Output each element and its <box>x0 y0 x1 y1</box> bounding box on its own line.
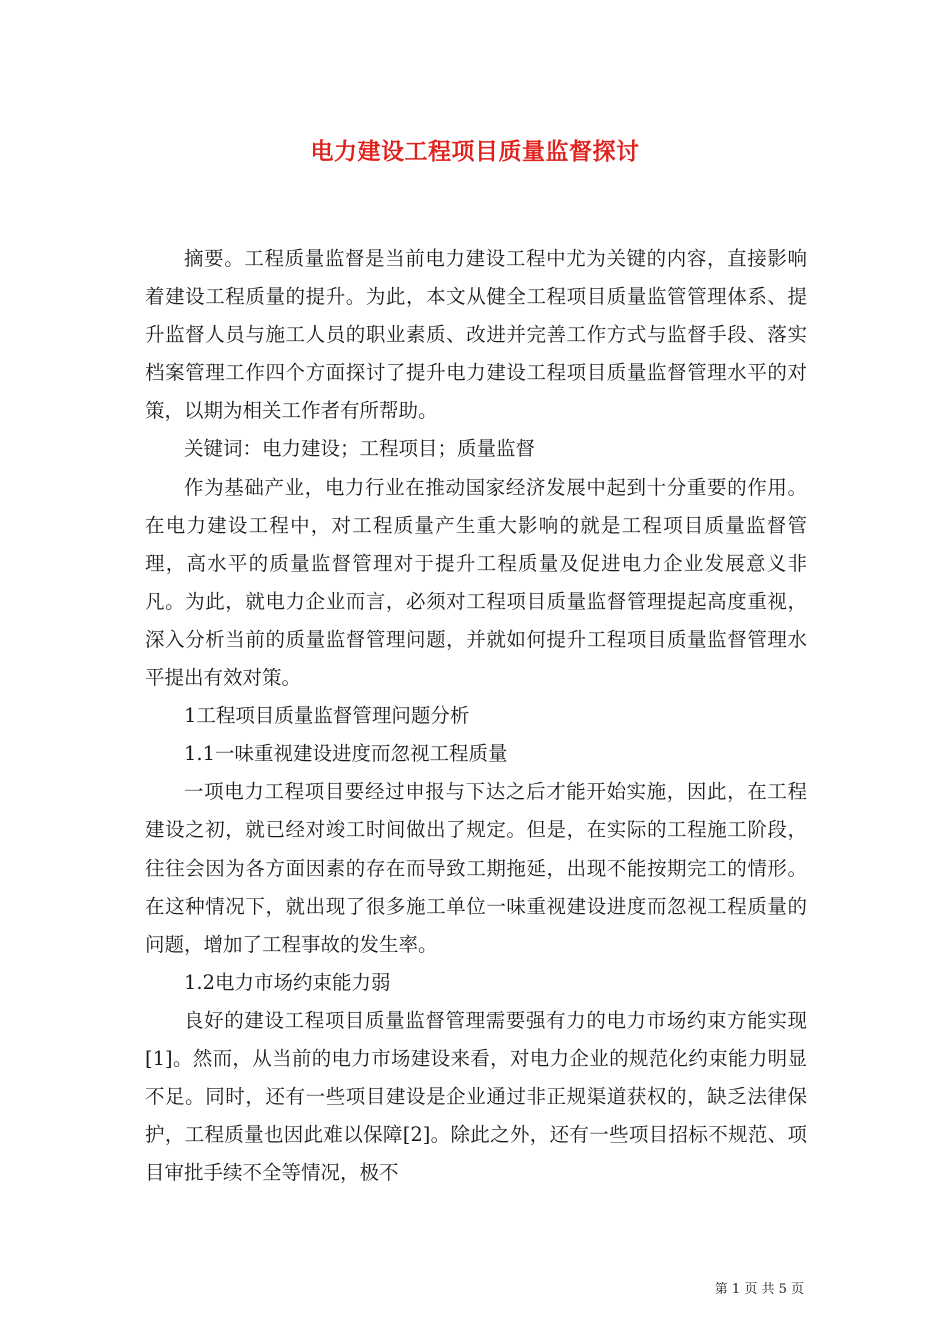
page-number-footer: 第 1 页 共 5 页 <box>714 1282 804 1297</box>
document-title: 电力建设工程项目质量监督探讨 <box>310 138 640 165</box>
intro-paragraph: 作为基础产业，电力行业在推动国家经济发展中起到十分重要的作用。在电力建设工程中，对工程质量产生重大影响的就是工程项目质量监督管理，高水平的质量监督管理对于提升工程质量及促进电力企业发展意义非凡。为此，就电力企业而言，必须对工程项目质量监督管理提起高度重视，深入分析当前的质量监督管理问题，并就如何提升工程项目质量监督管理水平提出有效对策。 <box>145 475 807 690</box>
subsection-heading-1-1: 1.1一味重视建设进度而忽视工程质量 <box>184 742 508 766</box>
abstract-paragraph: 摘要。工程质量监督是当前电力建设工程中尤为关键的内容，直接影响着建设工程质量的提升。为此，本文从健全工程项目质量监管管理体系、提升监督人员与施工人员的职业素质、改进并完善工作方式与监督手段、落实档案管理工作四个方面探讨了提升电力建设工程项目质量监督管理水平的对策，以期为相关工作者有所帮助。 <box>145 247 807 423</box>
section-heading-1: 1工程项目质量监督管理问题分析 <box>184 704 470 728</box>
body-paragraph: 一项电力工程项目要经过申报与下达之后才能开始实施，因此，在工程建设之初，就已经对竣工时间做出了规定。但是，在实际的工程施工阶段，往往会因为各方面因素的存在而导致工期拖延，出现不能按期完工的情形。在这种情况下，就出现了很多施工单位一味重视建设进度而忽视工程质量的问题，增加了工程事故的发生率。 <box>145 780 807 956</box>
document-body <box>145 240 807 1192</box>
keywords-paragraph: 关键词：电力建设；工程项目；质量监督 <box>184 437 536 461</box>
subsection-heading-1-2: 1.2电力市场约束能力弱 <box>184 970 391 994</box>
body-paragraph: 良好的建设工程项目质量监督管理需要强有力的电力市场约束方能实现[1]。然而，从当前的电力市场建设来看，对电力企业的规范化约束能力明显不足。同时，还有一些项目建设是企业通过非正规渠道获权的，缺乏法律保护，工程质量也因此难以保障[2]。除此之外，还有一些项目招标不规范、项目审批手续不全等情况，极不 <box>145 1008 807 1185</box>
